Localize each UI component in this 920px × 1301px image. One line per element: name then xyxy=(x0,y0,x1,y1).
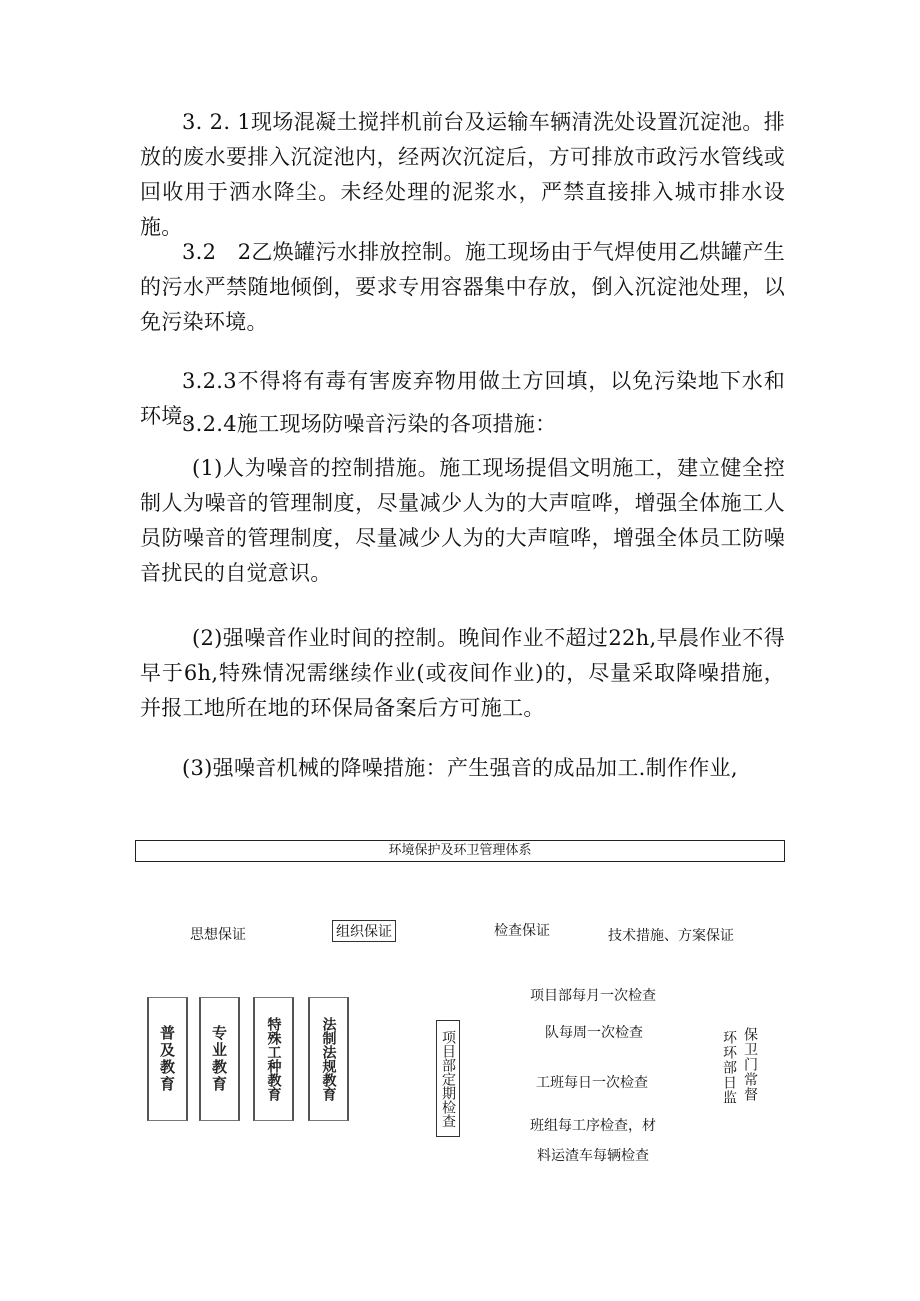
project-check-box xyxy=(436,1020,460,1137)
education-box-professional xyxy=(199,997,240,1121)
inspection-item-vehicle: 料运渣车每辆检查 xyxy=(537,1148,649,1164)
paragraph-3-2-1: 3. 2. 1现场混凝土搅拌机前台及运输车辆清洗处设置沉淀池。排放的废水要排入沉淀池内，经两次沉淀后，方可排放市政污水管线或回收用于洒水降尘。未经处理的泥浆水，严禁直接排入城市排水设施。 xyxy=(140,110,785,239)
category-inspection: 检查保证 xyxy=(494,923,550,939)
category-organization: 组织保证 xyxy=(332,920,396,942)
guard-column-left: 环环部日监 xyxy=(721,1030,737,1105)
paragraph-noise-human: (1)人为噪音的控制措施。施工现场提倡文明施工，建立健全控制人为噪音的管理制度，尽量减少人为的大声喧哗，增强全体施工人员防噪音的管理制度，尽量减少人为的大声喧哗，增强全体员工防噪音扰民的自觉意识。 xyxy=(140,456,785,585)
project-check-label: 项目部定期检查 xyxy=(440,1029,456,1128)
education-box-legal xyxy=(308,997,349,1121)
paragraph-3-2-4: 3.2.4施工现场防噪音污染的各项措施： xyxy=(182,412,557,436)
inspection-item-monthly: 项目部每月一次检查 xyxy=(530,988,656,1004)
category-ideology: 思想保证 xyxy=(190,927,246,943)
education-box-label: 专业教育 xyxy=(210,1025,228,1093)
education-box-label: 法制法规教育 xyxy=(320,1017,337,1101)
paragraph-3-2-2: 3.2 2乙焕罐污水排放控制。施工现场由于气焊使用乙烘罐产生的污水严禁随地倾倒，要求专用容器集中存放，倒入沉淀池处理，以免污染环境。 xyxy=(140,240,785,334)
education-box-general xyxy=(147,997,188,1121)
education-box-label: 普及教育 xyxy=(158,1025,176,1093)
inspection-item-daily: 工班每日一次检查 xyxy=(536,1075,648,1091)
paragraph-noise-time: (2)强噪音作业时间的控制。晚间作业不超过22h,早晨作业不得早于6h,特殊情况需继续作业(或夜间作业)的，尽量采取降噪措施，并报工地所在地的环保局备案后方可施工。 xyxy=(140,626,785,720)
education-box-special-trade xyxy=(253,997,294,1121)
education-box-label: 特殊工种教育 xyxy=(265,1017,282,1101)
inspection-item-process: 班组每工序检查，材 xyxy=(530,1118,656,1134)
category-technical: 技术措施、方案保证 xyxy=(608,928,734,944)
paragraph-noise-machine: (3)强噪音机械的降噪措施：产生强音的成品加工.制作作业, xyxy=(182,756,738,780)
guard-column-right: 保卫门常督 xyxy=(742,1027,758,1102)
paragraph-3-2-3: 3.2.3不得将有毒有害废弃物用做土方回填，以免污染地下水和环境。 xyxy=(140,369,785,428)
diagram-title: 环境保护及环卫管理体系 xyxy=(135,840,785,862)
inspection-item-weekly: 队每周一次检查 xyxy=(545,1025,643,1041)
